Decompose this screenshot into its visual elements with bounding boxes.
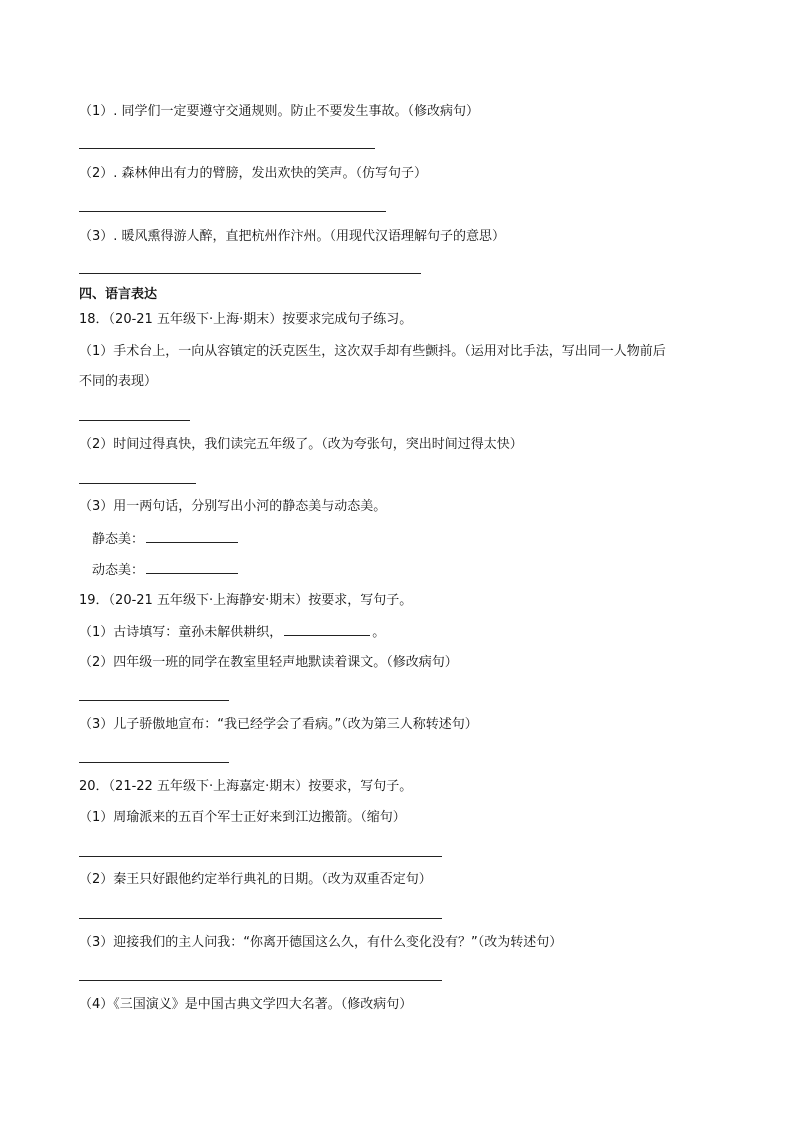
question-20-part-3: （3）迎接我们的主人问我：“你离开德国这么久，有什么变化没有？”（改为转述句） [79, 935, 563, 950]
question-20-title: 20．（21-22 五年级下·上海嘉定·期末）按要求，写句子。 [79, 779, 413, 794]
section-title: 四、语言表达 [79, 287, 158, 302]
prev-question-1: （1）. 同学们一定要遵守交通规则。防止不要发生事故。（修改病句） [79, 104, 480, 119]
question-18-title: 18．（20-21 五年级下·上海·期末）按要求完成句子练习。 [79, 312, 413, 327]
answer-line[interactable] [79, 700, 229, 701]
question-19-part-2: （2）四年级一班的同学在教室里轻声地默读着课文。（修改病句） [79, 655, 458, 670]
question-20-part-1: （1）周瑜派来的五百个军士正好来到江边搬箭。（缩句） [79, 810, 406, 825]
poem-blank[interactable] [284, 623, 370, 636]
question-20-part-2: （2）秦王只好跟他约定举行典礼的日期。（改为双重否定句） [79, 872, 432, 887]
question-18-part-3: （3）用一两句话，分别写出小河的静态美与动态美。 [79, 499, 387, 514]
question-19-part-3: （3）儿子骄傲地宣布：“我已经学会了看病。”（改为第三人称转述句） [79, 717, 478, 732]
answer-line[interactable] [79, 211, 386, 212]
question-19-part-1: （1）古诗填写：童孙未解供耕织， 。 [79, 625, 386, 640]
static-beauty-label: 静态美： [92, 532, 145, 547]
question-18-part-1-cont: 不同的表现） [79, 374, 158, 389]
answer-line[interactable] [79, 762, 229, 763]
answer-line[interactable] [79, 856, 442, 857]
question-18-part-1: （1）手术台上，一向从容镇定的沃克医生，这次双手却有些颤抖。（运用对比手法，写出同一人物前后 [79, 344, 666, 359]
answer-line[interactable] [79, 148, 375, 149]
dynamic-beauty-row [92, 561, 240, 580]
question-20-part-4: （4）《三国演义》是中国古典文学四大名著。（修改病句） [79, 997, 413, 1012]
prev-question-2: （2）. 森林伸出有力的臂膀，发出欢快的笑声。（仿写句子） [79, 166, 428, 181]
dynamic-beauty-blank[interactable] [146, 561, 238, 574]
answer-line[interactable] [79, 420, 190, 421]
question-19-title: 19．（20-21 五年级下·上海静安·期末）按要求，写句子。 [79, 593, 413, 608]
question-18-part-2: （2）时间过得真快，我们读完五年级了。（改为夸张句，突出时间过得太快） [79, 437, 523, 452]
answer-line[interactable] [79, 980, 442, 981]
answer-line[interactable] [79, 483, 196, 484]
prev-question-3: （3）. 暖风熏得游人醉，直把杭州作汴州。（用现代汉语理解句子的意思） [79, 229, 506, 244]
answer-line[interactable] [79, 273, 421, 274]
dynamic-beauty-label: 动态美： [92, 563, 145, 578]
static-beauty-row [92, 530, 240, 549]
static-beauty-blank[interactable] [146, 530, 238, 543]
answer-line[interactable] [79, 918, 442, 919]
